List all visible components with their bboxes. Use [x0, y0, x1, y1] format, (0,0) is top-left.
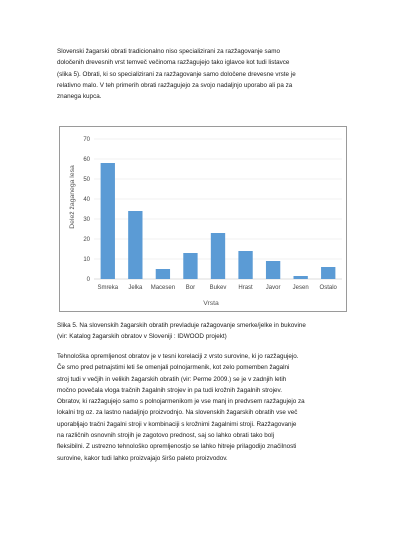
- y-axis-title: Delež žaganega lesa: [69, 165, 76, 229]
- y-tick-label: 30: [83, 217, 90, 223]
- intro-paragraph: [57, 46, 346, 102]
- x-tick-label: Hrast: [238, 285, 253, 291]
- text-line: fleksibilni. Z ustrezno tehnološko opremljenostjo se lahko hitreje prilagodijo značilnosti: [57, 443, 297, 451]
- bar-bukev: [211, 233, 225, 279]
- text-line: lokalni trg oz. za lastno nadaljnjo proizvodnjo. Na slovenskih žagarskih obratih vse več: [57, 409, 298, 417]
- x-tick-label: Jelka: [128, 285, 143, 291]
- bar-chart: [59, 126, 347, 312]
- text-line: Tehnološka opremljenost obratov je v tesni korelaciji z vrsto surovine, ki jo razžagujejo.: [57, 353, 299, 360]
- text-line: Obratov, ki razžagujejo samo s polnojarmenikom je vse manj in predvsem razžagujejo za: [57, 398, 305, 406]
- bar-layer: [101, 163, 336, 279]
- y-tick-label: 70: [83, 137, 90, 143]
- x-tick-label: Bukev: [209, 285, 227, 291]
- x-tick-label: Smreka: [97, 285, 119, 291]
- x-tick-label: Javor: [265, 285, 281, 291]
- text-line: močno povečala vloga tračnih žagalnih strojev in pa tudi krožnih žagalnih strojev.: [57, 386, 282, 394]
- y-tick-label: 40: [83, 197, 90, 203]
- figure-caption: [57, 320, 346, 343]
- text-line: Slovenski žagarski obrati tradicionalno niso specializirani za razžagovanje samo: [57, 48, 280, 55]
- text-line: na različnih osnovnih strojih je zagotovo prednost, saj so lahko obrati tako bolj: [57, 432, 275, 440]
- y-tick-label: 0: [86, 277, 90, 283]
- text-line: relativno malo. V teh primerih obrati razžagujejo za svojo nadaljnjo uporabo ali pa za: [57, 81, 293, 89]
- text-line: določenih drevesnih vrst temveč večinoma razžagujejo tako iglavce kot tudi listavce: [57, 59, 290, 67]
- y-tick-label: 20: [83, 237, 90, 243]
- bar-bor: [183, 253, 197, 279]
- bar-javor: [266, 261, 280, 279]
- caption-line: Slika 5. Na slovenskih žagarskih obratih prevladuje ražagovanje smerke/jelke in bukovine: [57, 322, 306, 329]
- x-tick-label: Ostalo: [319, 285, 337, 291]
- x-tick-label: Jesen: [292, 285, 309, 291]
- caption-line: (vir: Katalog žagarskih obratov v Sloveniji : IDWOOD projekt): [57, 333, 227, 341]
- bar-smreka: [101, 163, 115, 279]
- text-line: Če smo pred petnajstimi leti še omenjali polnojarmenik, kot zelo pomemben žagalni: [57, 364, 290, 372]
- x-axis-title: Vrsta: [203, 300, 219, 307]
- x-tick-label: Bor: [185, 285, 196, 291]
- bar-ostalo: [321, 267, 335, 279]
- bar-macesen: [156, 269, 170, 279]
- text-line: uporabljajo tračni žagalni stroji v kombinaciji s krožnimi žagalnimi stroji. Razžagovanje: [57, 420, 297, 428]
- body-paragraph: [57, 351, 346, 464]
- bar-jesen: [294, 276, 308, 279]
- text-line: surovine, kakor tudi lahko proizvajajo širšo paleto proizvodov.: [57, 454, 228, 462]
- text-line: znanega kupca.: [57, 93, 102, 101]
- chart-svg: [60, 127, 348, 313]
- bar-jelka: [128, 211, 142, 279]
- text-line: stroj tudi v večjih in velikih žagarskih obratih (vir: Perme 2009.) se je v zadnjih letih: [57, 375, 287, 383]
- y-tick-label: 60: [83, 157, 90, 163]
- bar-hrast: [238, 251, 252, 279]
- y-tick-label: 50: [83, 177, 90, 183]
- y-tick-label: 10: [83, 257, 90, 263]
- label-layer: [83, 137, 337, 291]
- text-line: (slika 5). Obrati, ki so specializirani za razžagovanje samo določene drevesne vrste je: [57, 70, 296, 78]
- x-tick-label: Macesen: [150, 285, 176, 291]
